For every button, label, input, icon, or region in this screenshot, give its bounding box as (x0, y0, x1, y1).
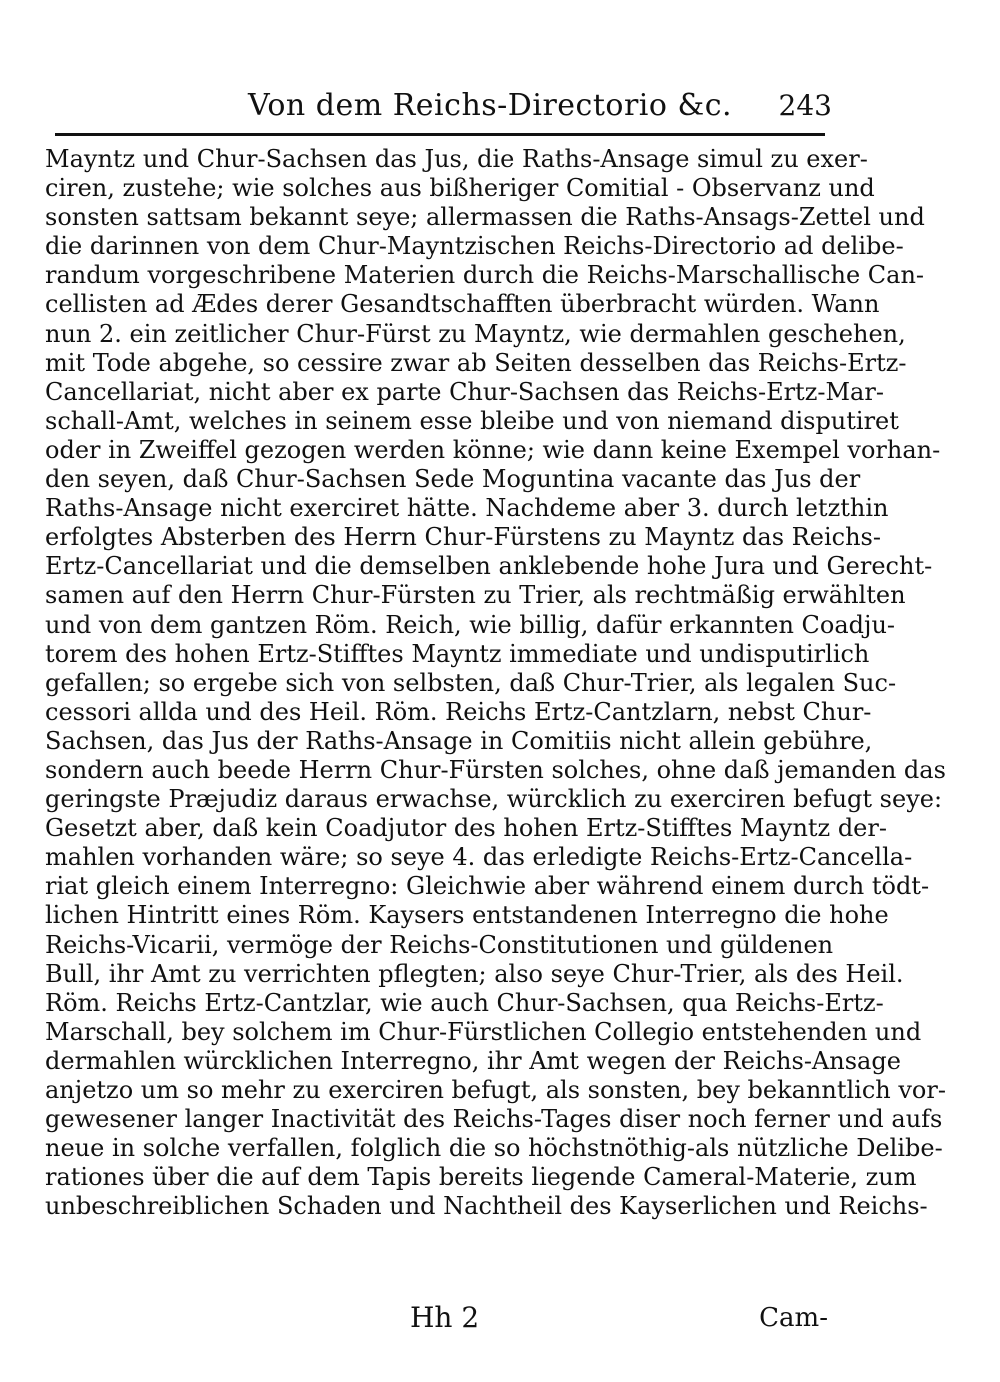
text-line: sonsten sattsam bekannt seye; allermassen die Raths-Ansags-Zettel und (45, 203, 925, 232)
text-line: dermahlen würcklichen Interregno, ihr Amt wegen der Reichs-Ansage (45, 1046, 901, 1075)
text-line: riat gleich einem Interregno: Gleichwie aber während einem durch tödt- (45, 872, 930, 901)
header-rule (55, 133, 825, 136)
text-line: gefallen; so ergebe sich von selbsten, daß Chur-Trier, als legalen Suc- (45, 668, 897, 697)
text-line: Bull, ihr Amt zu verrichten pflegten; also seye Chur-Trier, als des Heil. (45, 959, 904, 988)
text-line: Raths-Ansage nicht exerciret hätte. Nachdeme aber 3. durch letzthin (45, 494, 889, 523)
text-line: anjetzo um so mehr zu exerciren befugt, als sonsten, bey bekanntlich vor- (45, 1076, 946, 1104)
text-line: Mayntz und Chur-Sachsen das Jus, die Raths-Ansage simul zu exer- (45, 145, 868, 173)
text-line: ciren, zustehe; wie solches aus bißheriger Comitial - Observanz und (45, 174, 875, 203)
text-line: oder in Zweiffel gezogen werden könne; wie dann keine Exempel vorhan- (45, 435, 941, 464)
text-line: geringste Præjudiz daraus erwachse, würcklich zu exerciren befugt seye: (45, 785, 943, 814)
text-line: neue in solche verfallen, folglich die so höchstnöthig-als nützliche Delibe- (45, 1134, 943, 1163)
body-text (45, 145, 946, 1221)
text-line: Gesetzt aber, daß kein Coadjutor des hohen Ertz-Stifftes Mayntz der- (45, 814, 887, 843)
page-footer (0, 1298, 1000, 1338)
text-line: Ertz-Cancellariat und die demselben anklebende hohe Jura und Gerecht- (45, 552, 933, 581)
text-line: lichen Hintritt eines Röm. Kaysers entstandenen Interregno die hohe (45, 901, 889, 930)
text-line: Marschall, bey solchem im Chur-Fürstlichen Collegio entstehenden und (45, 1017, 922, 1046)
text-line: erfolgtes Absterben des Herrn Chur-Fürstens zu Mayntz das Reichs- (45, 523, 881, 552)
text-line: cellisten ad Ædes derer Gesandtschafften überbracht würden. Wann (45, 290, 880, 319)
signature-mark: Hh 2 (410, 1301, 480, 1334)
text-line: die darinnen von dem Chur-Mayntzischen Reichs-Directorio ad delibe- (45, 232, 904, 261)
text-line: Reichs-Vicarii, vermöge der Reichs-Constitutionen und güldenen (45, 930, 834, 959)
text-line: randum vorgeschribene Materien durch die Reichs-Marschallische Can- (45, 261, 925, 290)
text-line: torem des hohen Ertz-Stifftes Mayntz immediate und undisputirlich (45, 639, 870, 668)
text-line: Röm. Reichs Ertz-Cantzlar, wie auch Chur-Sachsen, qua Reichs-Ertz- (45, 988, 884, 1017)
text-line: cessori allda und des Heil. Röm. Reichs Ertz-Cantzlarn, nebst Chur- (45, 697, 872, 726)
running-head (0, 86, 1000, 126)
text-line: gewesener langer Inactivität des Reichs-Tages diser noch ferner und aufs (45, 1105, 943, 1134)
text-line: schall-Amt, welches in seinem esse bleibe und von niemand disputiret (45, 406, 899, 435)
text-line: und von dem gantzen Röm. Reich, wie billig, dafür erkannten Coadju- (45, 610, 896, 639)
text-line: mit Tode abgehe, so cessire zwar ab Seiten desselben das Reichs-Ertz- (45, 348, 907, 377)
catchword: Cam- (759, 1303, 828, 1333)
text-line: rationes über die auf dem Tapis bereits liegende Cameral-Materie, zum (45, 1163, 917, 1192)
text-line: nun 2. ein zeitlicher Chur-Fürst zu Mayntz, wie dermahlen geschehen, (45, 319, 906, 348)
text-line: mahlen vorhanden wäre; so seye 4. das erledigte Reichs-Ertz-Cancella- (45, 843, 913, 872)
text-line: samen auf den Herrn Chur-Fürsten zu Trier, als rechtmäßig erwählten (45, 581, 906, 610)
text-line: unbeschreiblichen Schaden und Nachtheil des Kayserlichen und Reichs- (45, 1192, 928, 1221)
text-line: Cancellariat, nicht aber ex parte Chur-Sachsen das Reichs-Ertz-Mar- (45, 377, 884, 406)
running-title: Von dem Reichs-Directorio &c. (247, 88, 733, 123)
text-line: den seyen, daß Chur-Sachsen Sede Moguntina vacante das Jus der (45, 465, 861, 494)
text-line: Sachsen, das Jus der Raths-Ansage in Comitiis nicht allein gebühre, (45, 726, 873, 755)
text-line: sondern auch beede Herrn Chur-Fürsten solches, ohne daß jemanden das (45, 755, 946, 784)
page-number: 243 (778, 89, 832, 122)
